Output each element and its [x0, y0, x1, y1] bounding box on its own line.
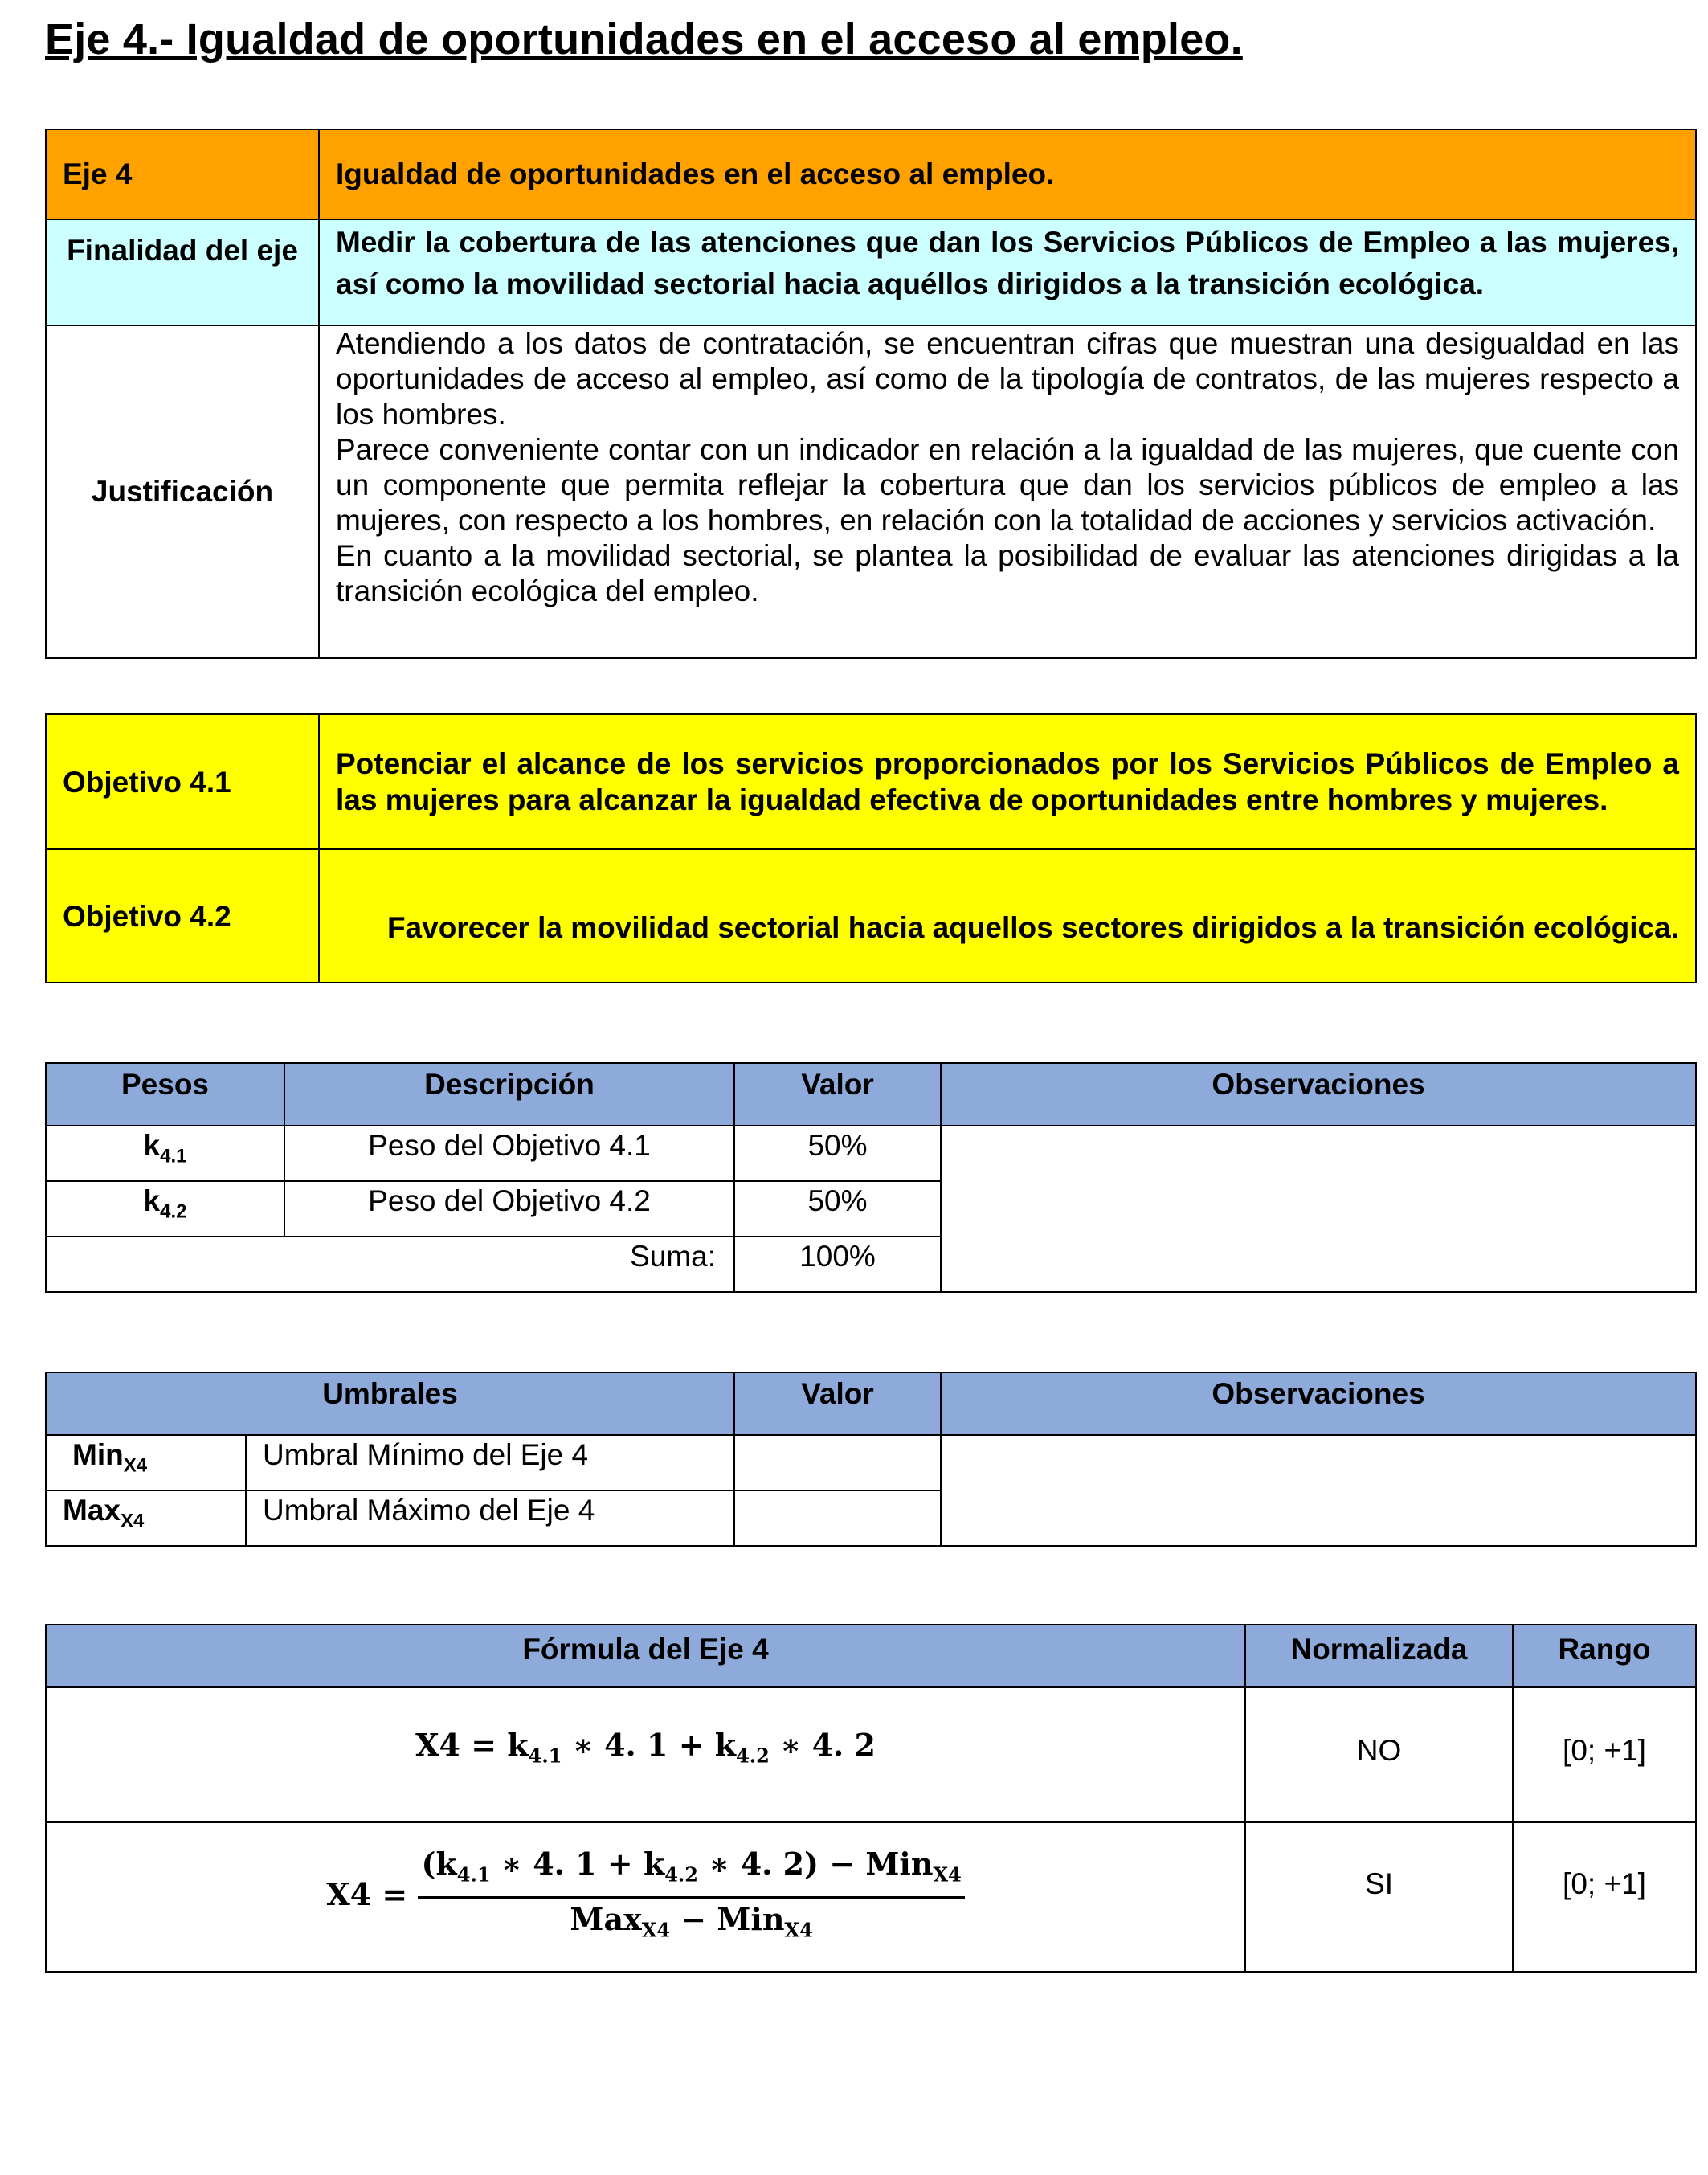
weight-value: 50% [734, 1126, 941, 1181]
weights-observations [941, 1126, 1696, 1292]
weights-table [45, 1062, 1697, 1293]
justificacion-paragraph: Atendiendo a los datos de contratación, se encuentran cifras que muestran una desigualdad en las oportunidades de acceso al empleo, así como de la tipología de contratos, de las mujeres respecto a los hombres. [336, 327, 1679, 431]
formula-numerator: ($k_{4.1}$ ∗ 4. $1 + k_{4.2}$ ∗ 4. 2) − Min$_{X4}$ [418, 1846, 964, 1899]
objective-text: Potenciar el alcance de los servicios proporcionados por los Servicios Públicos de Empleo a las mujeres para alcanzar la igualdad efectiva de oportunidades entre hombres y mujeres. [319, 714, 1696, 849]
weight-description: Peso del Objetivo 4.2 [284, 1181, 734, 1237]
justificacion-paragraph: En cuanto a la movilidad sectorial, se plantea la posibilidad de evaluar las atenciones dirigidas a la transición ecológica del empleo. [336, 539, 1679, 607]
objective-label: Objetivo 4.1 [46, 714, 319, 849]
formula-rango: [0; +1] [1513, 1822, 1696, 1972]
objectives-table [45, 713, 1697, 983]
justificacion-label: Justificación [46, 325, 319, 658]
finalidad-text: Medir la cobertura de las atenciones que dan los Servicios Públicos de Empleo a las mujeres, así como la movilidad sectorial hacia aquéllos dirigidos a la transición ecológica. [319, 219, 1696, 325]
justificacion-paragraph: Parece conveniente contar con un indicador en relación a la igualdad de las mujeres, que cuente con un componente que permita reflejar la cobertura que dan los servicios públicos de empleo a las mujeres, con respecto a los hombres, en relación con la totalidad de acciones y servicios activación. [336, 433, 1679, 537]
page-title: Eje 4.- Igualdad de oportunidades en el acceso al empleo. [45, 15, 1243, 63]
formula-basic [46, 1687, 1245, 1822]
weights-header: Observaciones [941, 1063, 1696, 1126]
formula-fraction [418, 1846, 964, 1948]
threshold-description: Umbral Máximo del Eje 4 [246, 1490, 734, 1546]
formula-header: Normalizada [1245, 1625, 1513, 1687]
thresholds-header: Observaciones [941, 1372, 1696, 1435]
threshold-description: Umbral Mínimo del Eje 4 [246, 1435, 734, 1490]
formula-rango: [0; +1] [1513, 1687, 1696, 1822]
finalidad-label: Finalidad del eje [46, 219, 319, 325]
weights-header: Descripción [284, 1063, 734, 1126]
formula-expression: X4 = $\frac{(k_{4.1} ∗ 4. 1 + k_{4.2} ∗ 4. 2) - Min_{X4}}{Max_{X4} - Min_{X4}}$ [326, 1876, 965, 1912]
weight-value: 50% [734, 1181, 941, 1237]
threshold-value [734, 1435, 941, 1490]
weight-description: Peso del Objetivo 4.1 [284, 1126, 734, 1181]
thresholds-table [45, 1372, 1697, 1547]
formula-expression: $X4 = k_{4.1}$ ∗ 4. $1 + k_{4.2}$ ∗ 4. 2 [415, 1727, 876, 1768]
formula-table [45, 1624, 1697, 1973]
objective-text: Favorecer la movilidad sectorial hacia aquellos sectores dirigidos a la transición ecológica. [319, 849, 1696, 983]
axis-name: Igualdad de oportunidades en el acceso al empleo. [319, 129, 1696, 219]
formula-normalizada: SI [1245, 1822, 1513, 1972]
weight-key: $k_{4.1}$ [46, 1126, 284, 1181]
thresholds-header: Umbrales [46, 1372, 734, 1435]
formula-header: Rango [1513, 1625, 1696, 1687]
threshold-value [734, 1490, 941, 1546]
justificacion-text [319, 325, 1696, 658]
threshold-key: Max$_{X4}$ [46, 1490, 246, 1546]
formula-normalizada: NO [1245, 1687, 1513, 1822]
threshold-key: Min$_{X4}$ [46, 1435, 246, 1490]
formula-header: Fórmula del Eje 4 [46, 1625, 1245, 1687]
weight-key: $k_{4.2}$ [46, 1181, 284, 1237]
weights-sum-value: 100% [734, 1237, 941, 1292]
axis-label: Eje 4 [46, 129, 319, 219]
weights-header: Valor [734, 1063, 941, 1126]
thresholds-header: Valor [734, 1372, 941, 1435]
thresholds-observations [941, 1435, 1696, 1546]
weights-header: Pesos [46, 1063, 284, 1126]
weights-sum-label: Suma: [46, 1237, 734, 1292]
axis-table [45, 129, 1697, 659]
formula-normalized [46, 1822, 1245, 1972]
formula-denominator: Max$_{X4}$ − Min$_{X4}$ [570, 1900, 813, 1942]
objective-label: Objetivo 4.2 [46, 849, 319, 983]
